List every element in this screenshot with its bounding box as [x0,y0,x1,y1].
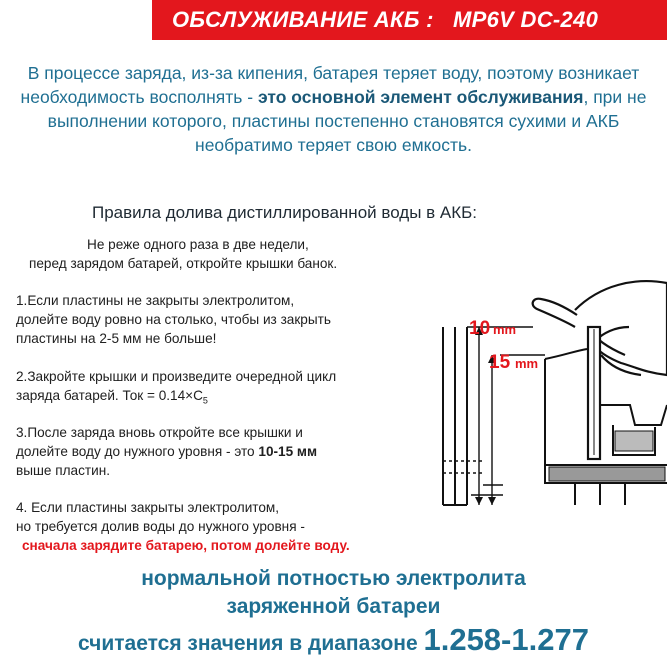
item-3-line-3: выше пластин. [16,463,110,478]
label-15-unit: mm [515,356,539,371]
item-4-warning: сначала зарядите батарею, потом долейте воду. [22,538,350,553]
battery-cell-illustration [425,255,667,530]
item-2-line-1: 2.Закройте крышки и произведите очередной цикл [16,369,337,384]
page-title: ОБСЛУЖИВАНИЕ АКБ : MP6V DC-240 [172,7,599,32]
item-1-line-1: 1.Если пластины не закрыты электролитом, [16,293,295,308]
note-line-1: Не реже одного раза в две недели, [87,237,309,252]
item-1 [16,291,331,348]
item-4-line-2: но требуется долив воды до нужного уровня - [16,519,305,534]
item-1-line-2: долейте воду ровно на столько, чтобы из закрыть [16,312,331,327]
intro-text-1: В процессе заряда, из-за кипения, батарея теряет воду, поэтому возникает необходимость восполнять - [20,63,640,107]
item-3-text: долейте воду до нужного уровня - это [16,444,259,459]
density-range: 1.258-1.277 [423,622,589,657]
item-2-line-2 [16,386,336,411]
item-3-line-2 [16,442,317,461]
density-caption: считается значения в диапазоне [78,632,424,655]
item-3-level: 10-15 мм [258,444,318,459]
intro-highlight: это основной элемент обслуживания [257,87,584,107]
item-2-current: заряда батарей. Ток = 0.14×C [16,388,203,403]
density-line-3 [0,622,667,658]
item-4 [16,498,350,555]
item-3 [16,423,317,480]
intro-paragraph [20,61,647,157]
note-line-2: перед зарядом батарей, откройте крышки банок. [29,256,338,271]
water-level-figure [425,255,667,530]
density-line-1: нормальной потностью электролита [141,567,526,590]
pipette [588,327,600,459]
label-10-unit: mm [493,322,517,337]
intro-text-2: , при не выполнении которого, пластины постепенно становятся сухими и АКБ необратимо теряет свою емкость. [47,87,647,155]
label-10: 10 [469,318,491,339]
label-15: 15 [489,352,511,373]
item-2-subscript: 5 [202,395,208,406]
item-4-line-1: 4. Если пластины закрыты электролитом, [16,500,280,515]
item-2 [16,367,336,411]
density-line-2: заряженной батареи [226,595,441,618]
item-3-line-1: 3.После заряда вновь откройте все крышки и [16,425,303,440]
rules-title: Правила долива дистиллированной воды в АКБ: [92,203,478,222]
item-1-line-3: пластины на 2-5 мм не больше! [16,331,217,346]
